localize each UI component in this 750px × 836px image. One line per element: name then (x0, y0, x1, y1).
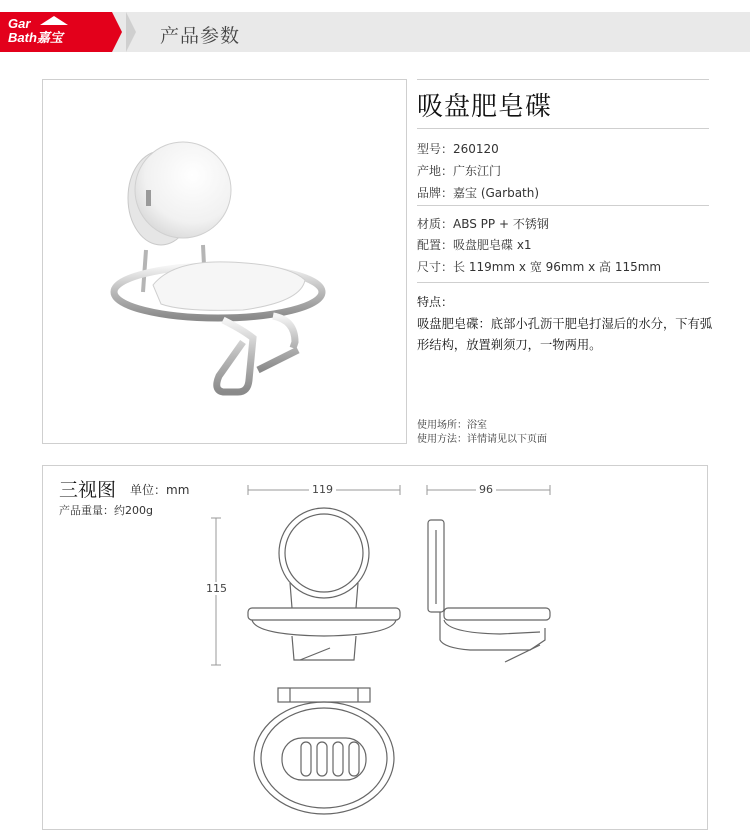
product-name: 吸盘肥皂碟 (417, 92, 553, 122)
three-view-title: 三视图 (59, 479, 117, 501)
features-heading: 特点： (417, 295, 454, 309)
spec-brand: 品牌：嘉宝 (Garbath) (417, 186, 540, 200)
logo-text-line1: Gar (8, 16, 31, 31)
dimension-length: 119 (309, 483, 336, 496)
unit-label: 单位：mm (130, 483, 190, 497)
usage-place: 使用场所：浴室 (417, 420, 487, 431)
dimension-width: 96 (476, 483, 496, 496)
spec-material: 材质：ABS PP + 不锈钢 (417, 217, 549, 231)
spec-model: 型号：260120 (417, 142, 499, 156)
spec-size: 尺寸：长 119mm x 宽 96mm x 高 115mm (417, 260, 662, 274)
weight-label: 产品重量：约200g (59, 504, 153, 517)
usage-method: 使用方法：详情请见以下页面 (417, 434, 547, 445)
logo-text-line2: Bath嘉宝 (8, 30, 63, 45)
spec-origin: 产地：广东江门 (417, 164, 502, 178)
section-title: 产品参数 (160, 25, 241, 47)
dimension-height: 115 (203, 582, 230, 595)
spec-config: 配置：吸盘肥皂碟 x1 (417, 238, 532, 252)
features-text: 吸盘肥皂碟：底部小孔沥干肥皂打湿后的水分，下有弧形结构，放置剃须刀，一物两用。 (417, 317, 713, 352)
